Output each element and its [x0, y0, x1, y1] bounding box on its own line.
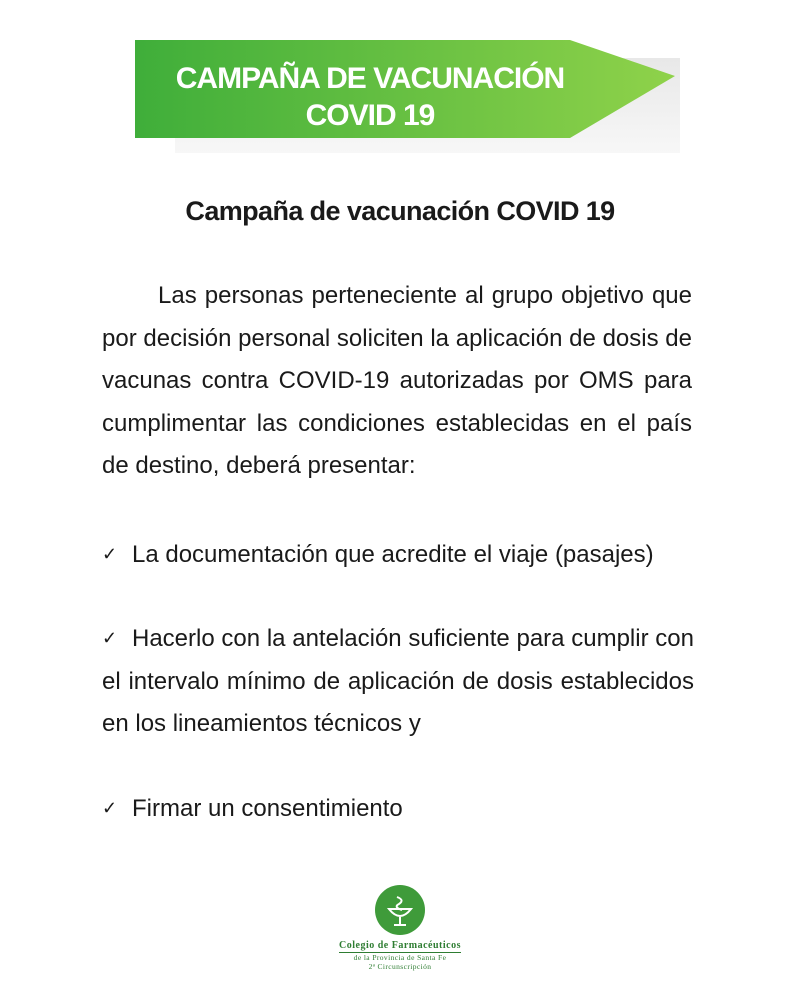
banner-line-2: COVID 19 — [305, 99, 435, 132]
organization-logo — [320, 885, 480, 995]
list-item-text: Firmar un consentimiento — [132, 795, 403, 822]
intro-paragraph — [102, 275, 692, 488]
list-item — [102, 787, 694, 831]
intro-text: Las personas perteneciente al grupo objetivo que por decisión personal soliciten la aplicación de dosis de vacunas contra COVID-19 autorizadas por OMS para cumplimentar las condiciones establecidas en el país de destino, deberá presentar: — [102, 282, 692, 479]
logo-subtitle-2: 2ª Circunscripción — [368, 962, 432, 971]
logo-subtitle-1: de la Provincia de Santa Fe — [353, 953, 447, 962]
list-item — [102, 617, 694, 746]
list-item-text: Hacerlo con la antelación suficiente para cumplir con el intervalo mínimo de aplicación de dosis establecidos en los lineamientos técnicos y — [102, 625, 694, 737]
campaign-banner — [135, 28, 680, 153]
banner-line-1: CAMPAÑA DE VACUNACIÓN — [175, 62, 565, 95]
list-item — [102, 533, 694, 577]
checkmark-icon: ✓ — [102, 544, 118, 564]
logo-name: Colegio de Farmacéuticos — [339, 940, 461, 951]
page-title: Campaña de vacunación COVID 19 — [185, 196, 615, 226]
bowl-of-hygieia-icon — [375, 885, 425, 935]
checkmark-icon: ✓ — [102, 798, 118, 818]
list-item-text: La documentación que acredite el viaje (pasajes) — [132, 541, 654, 568]
checkmark-icon: ✓ — [102, 628, 118, 648]
banner-title — [135, 60, 605, 134]
